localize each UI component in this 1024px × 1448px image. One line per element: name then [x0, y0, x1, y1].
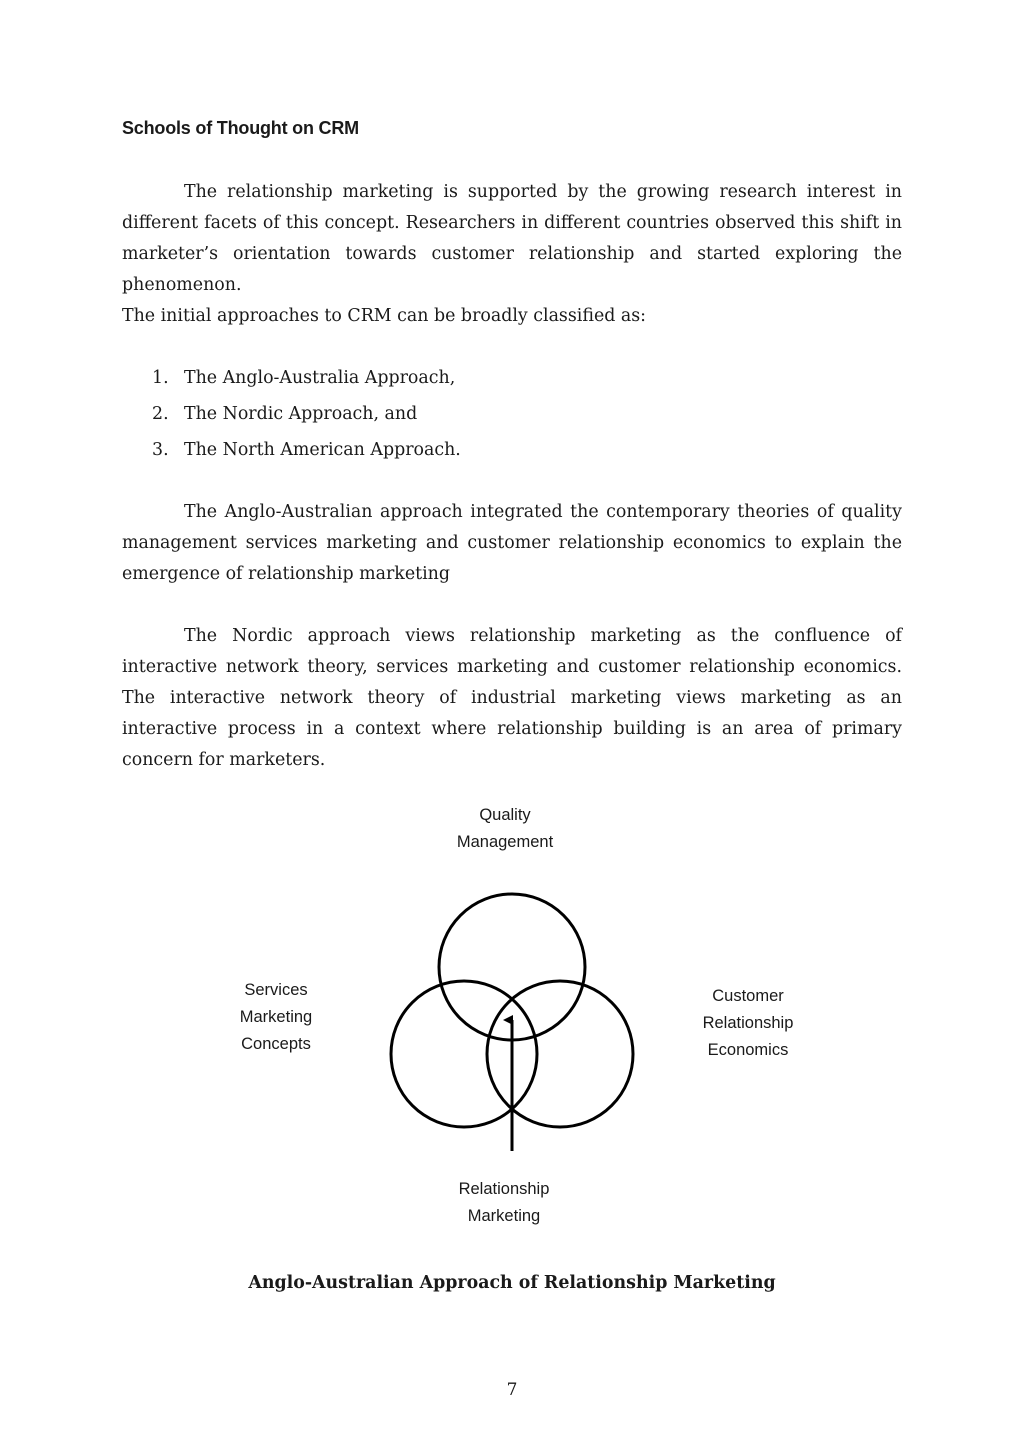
venn-diagram — [0, 790, 1024, 1250]
label-line: Relationship — [458, 1180, 550, 1198]
label-line: Services — [244, 981, 308, 999]
list-item — [152, 362, 461, 398]
intro-paragraph: The relationship marketing is supported by the growing research interest in different facets of this concept. Researchers in different countries observed this shift in marketer’s orientation towards customer relationship and started exploring the phenomenon. — [122, 182, 902, 295]
label-line: Quality — [479, 806, 531, 824]
list-item-number: 3. — [152, 440, 169, 460]
list-item-number: 2. — [152, 404, 169, 424]
list-item-text: The North American Approach. — [184, 440, 461, 460]
label-line: Management — [456, 833, 554, 851]
classification-paragraph: The initial approaches to CRM can be broadly classified as: — [122, 306, 647, 326]
section-heading: Schools of Thought on CRM — [122, 118, 359, 138]
nordic-paragraph: The Nordic approach views relationship marketing as the confluence of interactive network theory, services marketing and customer relationship economics. The interactive network theory of industrial marketing views marketing as an interactive process in a context where relationship building is an area of primary concern for marketers. — [122, 626, 902, 770]
customer-economics-circle — [487, 981, 633, 1127]
label-line: Customer — [712, 987, 784, 1005]
figure-caption: Anglo-Australian Approach of Relationship Marketing — [248, 1273, 776, 1293]
venn-circles-svg — [0, 790, 1024, 1250]
approaches-list — [152, 362, 461, 470]
page-number: 7 — [506, 1380, 518, 1400]
label-line: Concepts — [241, 1035, 311, 1053]
label-line: Economics — [707, 1041, 789, 1059]
services-marketing-circle — [391, 981, 537, 1127]
list-item-text: The Anglo-Australia Approach, — [184, 368, 456, 388]
list-item — [152, 434, 461, 470]
quality-management-circle — [439, 894, 585, 1040]
list-item-text: The Nordic Approach, and — [184, 404, 418, 424]
label-line: Marketing — [239, 1008, 313, 1026]
label-line: Relationship — [702, 1014, 794, 1032]
list-item-number: 1. — [152, 368, 169, 388]
anglo-australian-paragraph: The Anglo-Australian approach integrated the contemporary theories of quality management services marketing and customer relationship economics to explain the emergence of relationship marketing — [122, 502, 902, 584]
label-line: Marketing — [467, 1207, 541, 1225]
list-item — [152, 398, 461, 434]
